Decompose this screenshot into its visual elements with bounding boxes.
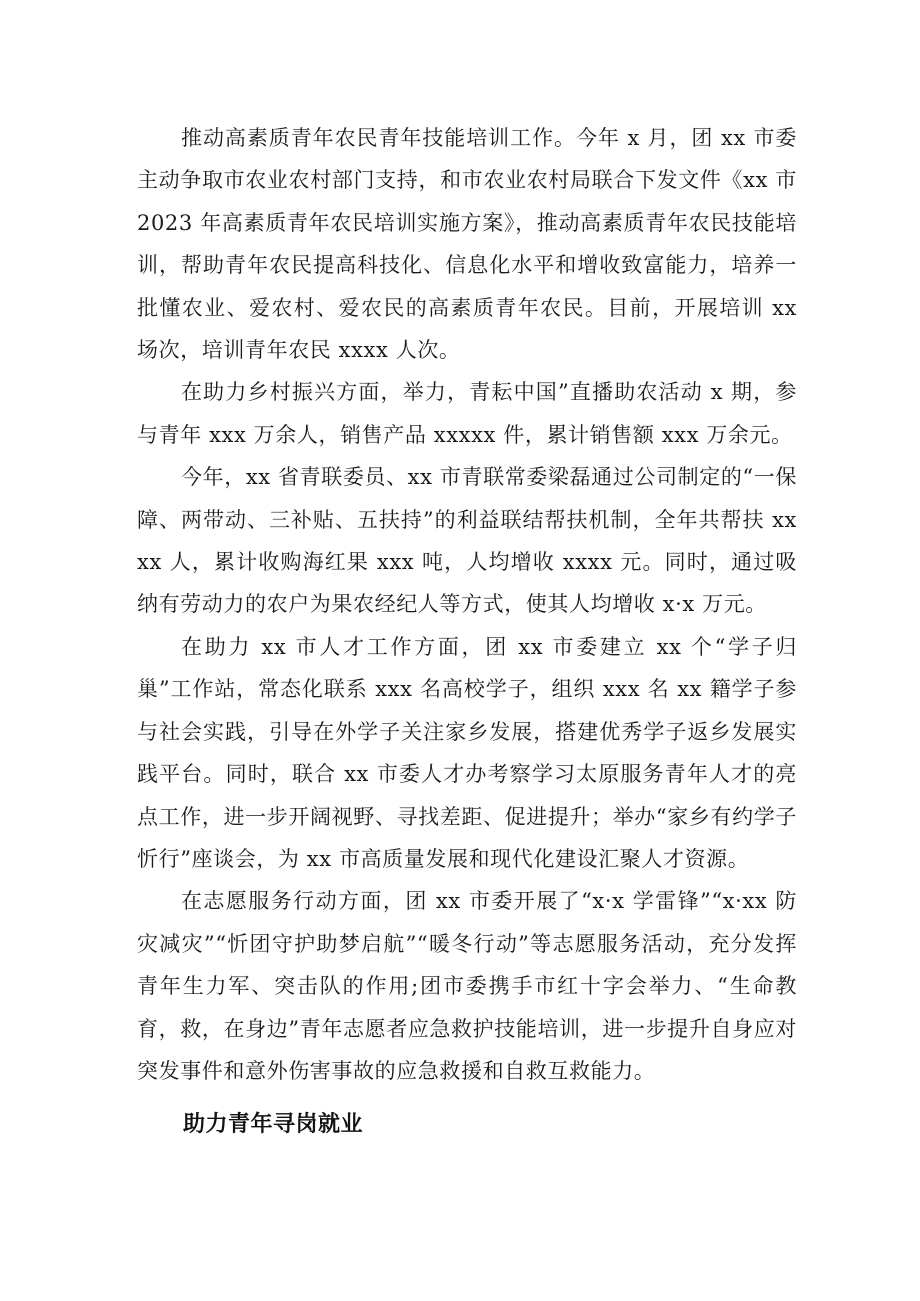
paragraph-farmer-training: 推动高素质青年农民青年技能培训工作。今年 x 月，团 xx 市委主动争取市农业农村部门支持，和市农业农村局联合下发文件《xx 市 2023 年高素质青年农民培训实施方案》，推动高素质青年农民技能培训，帮助青年农民提高科技化、信息化水平和增收致富能力，培养一批懂农业、爱农村、爱农民的高素质青年农民。目前，开展培训 xx 场次，培训青年农民 xxxx 人次。 <box>137 126 797 363</box>
paragraph-rural-revitalization: 在助力乡村振兴方面，举力，青耘中国”直播助农活动 x 期，参与青年 xxx 万余人，销售产品 xxxxx 件，累计销售额 xxx 万余元。 <box>137 380 797 447</box>
section-heading: 助力青年寻岗就业 <box>183 1112 364 1138</box>
paragraph-volunteer-service: 在志愿服务行动方面，团 xx 市委开展了“x·x 学雷锋”“x·xx 防灾减灾”“忻团守护助梦启航”“暖冬行动”等志愿服务活动，充分发挥青年生力军、突击队的作用;团市委携手市红十字会举力、“生命教育，救，在身边”青年志愿者应急救护技能培训，进一步提升自身应对突发事件和意外伤害事故的应急救援和自救互救能力。 <box>137 889 797 1083</box>
paragraph-talent-work: 在助力 xx 市人才工作方面，团 xx 市委建立 xx 个“学子归巢”工作站，常态化联系 xxx 名高校学子，组织 xxx 名 xx 籍学子参与社会实践，引导在外学子关注家乡发展，搭建优秀学子返乡发展实践平台。同时，联合 xx 市委人才办考察学习太原服务青年人才的亮点工作，进一步开阔视野、寻找差距、促进提升；举办“家乡有约学子忻行”座谈会，为 xx 市高质量发展和现代化建设汇聚人才资源。 <box>137 634 797 871</box>
paragraph-poverty-assistance: 今年，xx 省青联委员、xx 市青联常委梁磊通过公司制定的“一保障、两带动、三补贴、五扶持”的利益联结帮扶机制，全年共帮扶 xxxx 人，累计收购海红果 xxx 吨，人均增收 xxxx 元。同时，通过吸纳有劳动力的农户为果农经纪人等方式，使其人均增收 x·x 万元。 <box>137 465 797 617</box>
document-body <box>137 117 797 1146</box>
